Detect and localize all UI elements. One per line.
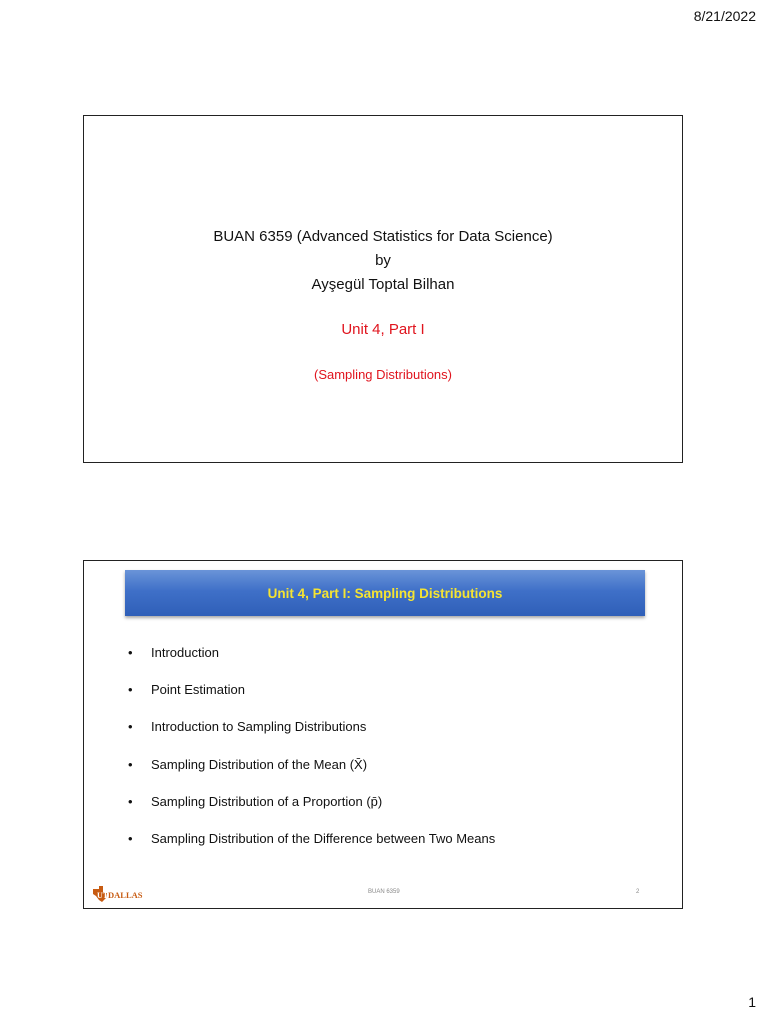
list-item: • Sampling Distribution of the Difference between Two Means — [128, 831, 495, 868]
list-item: • Sampling Distribution of a Proportion (p̄) — [128, 794, 495, 831]
list-item: • Introduction to Sampling Distributions — [128, 719, 495, 756]
course-title: BUAN 6359 (Advanced Statistics for Data Science) — [213, 228, 553, 245]
list-item: • Point Estimation — [128, 682, 495, 719]
logo-ut-text: UT — [97, 891, 109, 900]
slide-banner — [125, 570, 645, 616]
page-number: 1 — [748, 994, 756, 1010]
by-line: by — [375, 252, 391, 269]
outline-list — [128, 645, 495, 868]
unit-label: Unit 4, Part I — [341, 321, 425, 338]
slide-1-title — [83, 115, 683, 463]
footer-slide-number: 2 — [636, 889, 640, 895]
list-item: • Sampling Distribution of the Mean (X̄) — [128, 757, 495, 794]
banner-title: Unit 4, Part I: Sampling Distributions — [267, 585, 503, 601]
page-date: 8/21/2022 — [693, 8, 756, 24]
footer-course: BUAN 6359 — [368, 889, 400, 895]
logo-dallas-text: DALLAS — [108, 890, 143, 900]
slide-2-outline — [83, 560, 683, 909]
author-name: Ayşegül Toptal Bilhan — [311, 276, 455, 293]
unit-subtitle: (Sampling Distributions) — [314, 367, 452, 382]
list-item: • Introduction — [128, 645, 495, 682]
ut-dallas-logo — [89, 883, 153, 905]
